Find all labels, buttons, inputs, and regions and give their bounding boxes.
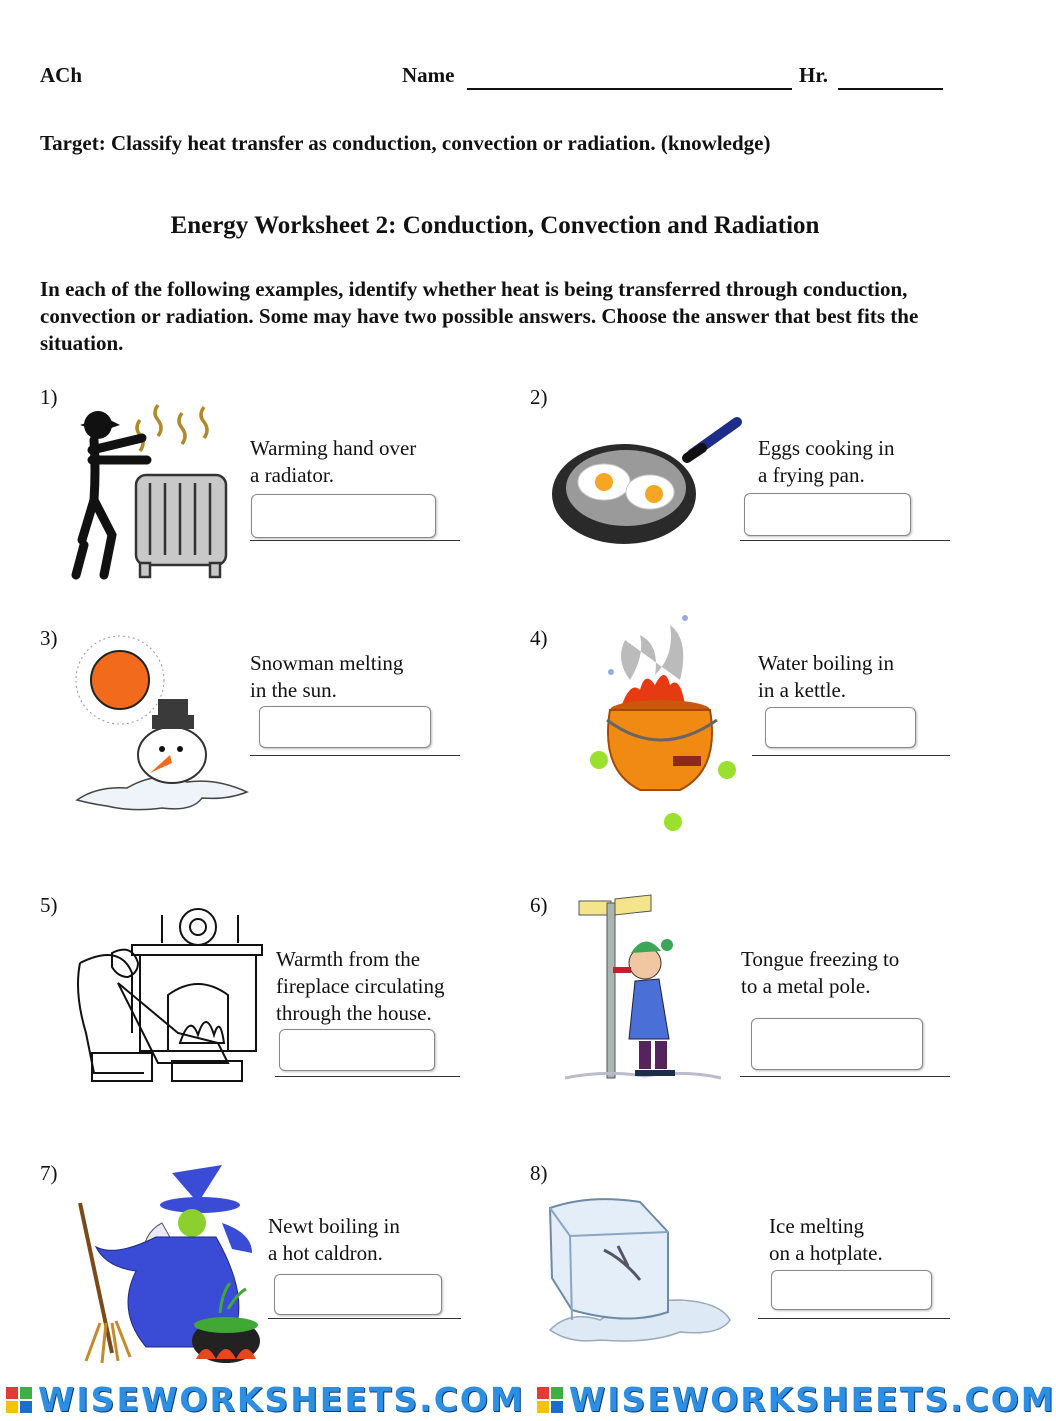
footer-brand-bar — [0, 1378, 1056, 1421]
witch-caldron-icon — [72, 1163, 262, 1368]
question-text-3: Snowman melting in the sun. — [250, 651, 404, 702]
answer-line-7 — [268, 1318, 461, 1319]
melting-snowman-icon — [72, 625, 262, 840]
melting-ice-icon — [540, 1190, 740, 1355]
name-field-line[interactable] — [467, 88, 792, 90]
answer-line-2 — [740, 540, 950, 541]
answer-box-7[interactable] — [274, 1274, 442, 1315]
radiator-hand-icon — [70, 395, 240, 585]
question-number-7: 7) — [40, 1161, 58, 1185]
answer-line-6 — [740, 1076, 950, 1077]
question-text-6: Tongue freezing to to a metal pole. — [741, 947, 900, 998]
answer-box-6[interactable] — [751, 1018, 923, 1070]
hour-label: Hr. — [799, 63, 828, 87]
name-label: Name — [402, 63, 455, 87]
question-text-8: Ice melting on a hotplate. — [769, 1214, 883, 1265]
logo-icon — [6, 1387, 32, 1413]
question-text-2: Eggs cooking in a frying pan. — [758, 436, 895, 487]
answer-line-3 — [250, 755, 460, 756]
footer-brand-text-repeat: WISEWORKSHEETS.COM — [568, 1380, 1056, 1419]
question-text-5: Warmth from the fireplace circulating through the house. — [276, 947, 445, 1025]
answer-line-5 — [275, 1076, 460, 1077]
question-text-4: Water boiling in in a kettle. — [758, 651, 894, 702]
answer-line-1 — [250, 540, 460, 541]
instructions: In each of the following examples, identify whether heat is being transferred through conduction, convection or radiation. Some may have two possible answers. Choose the answer that best fits the situation. — [40, 277, 919, 355]
boiling-kettle-icon — [585, 610, 740, 840]
question-number-1: 1) — [40, 385, 58, 409]
footer-brand-text: WISEWORKSHEETS.COM — [38, 1380, 525, 1419]
frozen-pole-icon — [563, 893, 723, 1088]
fireplace-icon — [72, 903, 267, 1088]
logo-icon — [537, 1387, 563, 1413]
question-text-1: Warming hand over a radiator. — [250, 436, 417, 487]
answer-box-3[interactable] — [259, 706, 431, 748]
answer-box-1[interactable] — [251, 494, 436, 538]
answer-line-8 — [758, 1318, 950, 1319]
worksheet-title: Energy Worksheet 2: Conduction, Convection and Radiation — [170, 212, 820, 239]
question-number-2: 2) — [530, 385, 548, 409]
answer-box-8[interactable] — [771, 1270, 932, 1310]
question-number-8: 8) — [530, 1161, 548, 1185]
answer-line-4 — [752, 755, 950, 756]
question-number-4: 4) — [530, 626, 548, 650]
question-number-3: 3) — [40, 626, 58, 650]
question-number-5: 5) — [40, 893, 58, 917]
question-text-7: Newt boiling in a hot caldron. — [268, 1214, 400, 1265]
frying-pan-icon — [552, 412, 747, 547]
answer-box-2[interactable] — [744, 493, 911, 536]
hour-field-line[interactable] — [838, 88, 943, 90]
course-label: ACh — [40, 63, 83, 87]
answer-box-4[interactable] — [765, 707, 916, 748]
target-statement: Target: Classify heat transfer as conduction, convection or radiation. (knowledge) — [40, 131, 771, 155]
question-number-6: 6) — [530, 893, 548, 917]
answer-box-5[interactable] — [279, 1029, 435, 1071]
